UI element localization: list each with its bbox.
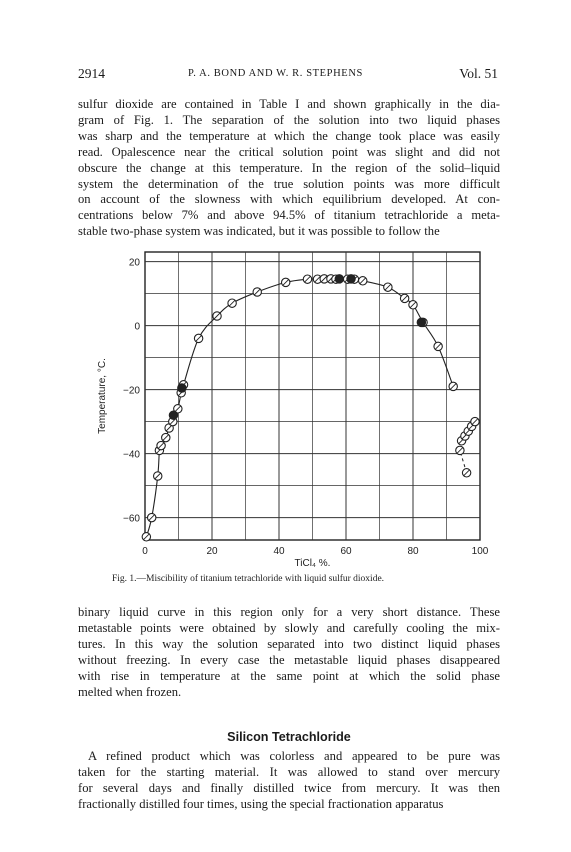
text-line: stable two-phase system was indicated, but it was possible to follow the — [78, 224, 440, 239]
data-point-filled — [417, 318, 425, 326]
y-tick-label: −40 — [123, 449, 140, 461]
section-heading: Silicon Tetrachloride — [227, 730, 351, 744]
text-line: for several days and finally distilled twice from mercury. It was then — [78, 780, 500, 795]
text-line: A refined product which was colorless and appeared to be pure was — [88, 749, 500, 763]
x-tick-label: 80 — [407, 546, 419, 557]
volume-label: Vol. 51 — [459, 66, 498, 81]
text-line: melted when frozen. — [78, 684, 182, 699]
page-number: 2914 — [78, 66, 105, 81]
y-tick-label: −20 — [123, 385, 140, 397]
text-line: centrations below 7% and above 94.5% of titanium tetrachloride a meta- — [78, 208, 500, 223]
text-line: gram of Fig. 1. The separation of the solution into two liquid phases — [78, 112, 500, 127]
data-points — [142, 275, 479, 541]
data-point-filled — [347, 275, 355, 283]
figure-caption: Fig. 1.—Miscibility of titanium tetrachloride with liquid sulfur dioxide. — [112, 574, 385, 584]
y-axis-label: Temperature, °C. — [97, 358, 108, 434]
text-line: with rise in temperature at the same point at which the solid phase — [78, 668, 500, 683]
data-point-filled — [335, 275, 343, 283]
paragraph-metastable — [78, 605, 500, 700]
text-line: fractionally distilled four times, using the special fractionation apparatus — [78, 796, 444, 811]
x-tick-label: 0 — [142, 546, 148, 557]
text-line: tures. In this way the solution separated into two distinct liquid phases — [78, 636, 500, 651]
text-line: read. Opalescence near the critical solution point was slight and did not — [78, 144, 500, 159]
text-line: on account of the slowness with which equilibrium developed. At con- — [78, 192, 500, 207]
x-tick-label: 60 — [340, 546, 352, 557]
text-line: taken for the starting material. It was allowed to stand over mercury — [78, 764, 500, 779]
binary-liquid-curve — [146, 279, 453, 537]
x-tick-label: 20 — [206, 546, 218, 557]
text-line: system the determination of the true solution points was more difficult — [78, 176, 500, 191]
data-point-filled — [178, 384, 186, 392]
paragraph-silicon — [78, 749, 500, 813]
chart-grid — [145, 252, 480, 540]
text-line: without freezing. In every case the metastable liquid phases disappeared — [78, 652, 500, 667]
y-tick-label: −60 — [123, 513, 140, 525]
text-line: metastable points were obtained by slowly and carefully cooling the mix- — [78, 620, 500, 635]
y-tick-label: 0 — [134, 321, 140, 333]
text-line: sulfur dioxide are contained in Table I and shown graphically in the dia- — [78, 97, 500, 111]
y-tick-label: 20 — [128, 257, 140, 269]
text-line: obscure the change at this temperature. In the region of the solid–liquid — [78, 160, 500, 175]
x-axis-label: TiCl₄ %. — [294, 558, 331, 569]
text-line: was sharp and the temperature at which the change took place was easily — [78, 128, 500, 143]
data-point-filled — [169, 411, 177, 419]
text-line: binary liquid curve in this region only for a very short distance. These — [78, 605, 500, 619]
running-authors: P. A. BOND AND W. R. STEPHENS — [188, 68, 363, 79]
x-tick-label: 100 — [471, 546, 489, 557]
x-tick-label: 40 — [273, 546, 285, 557]
